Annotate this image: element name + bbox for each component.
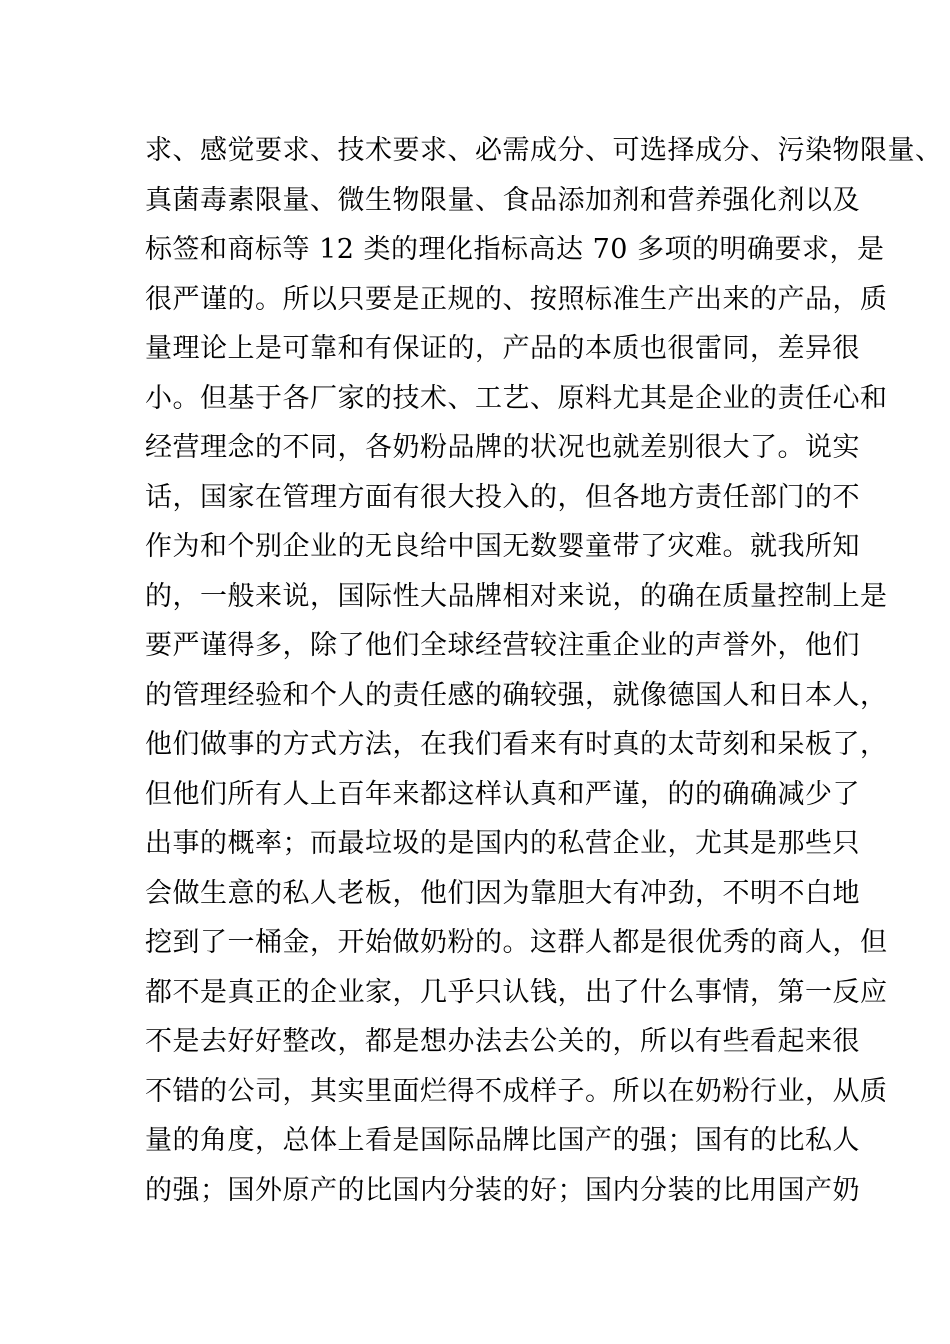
text-line: 话，国家在管理方面有很大投入的，但各地方责任部门的不 [145, 481, 860, 513]
text-line: 的管理经验和个人的责任感的确较强，就像德国人和日本人， [145, 679, 888, 711]
text-line: 不错的公司，其实里面烂得不成样子。所以在奶粉行业，从质 [145, 1075, 888, 1107]
text-line: 求、感觉要求、技术要求、必需成分、可选择成分、污染物限量、 [145, 135, 943, 166]
body-text [145, 126, 943, 1215]
text-line: 会做生意的私人老板，他们因为靠胆大有冲劲，不明不白地 [145, 877, 860, 909]
text-line: 真菌毒素限量、微生物限量、食品添加剂和营养强化剂以及 [145, 184, 860, 216]
text-line: 的强；国外原产的比国内分装的好；国内分装的比用国产奶 [145, 1174, 860, 1206]
text-line: 很严谨的。所以只要是正规的、按照标准生产出来的产品，质 [145, 283, 888, 315]
text-line: 的，一般来说，国际性大品牌相对来说，的确在质量控制上是 [145, 580, 888, 612]
text-line: 他们做事的方式方法，在我们看来有时真的太苛刻和呆板了， [145, 729, 888, 760]
text-line: 小。但基于各厂家的技术、工艺、原料尤其是企业的责任心和 [145, 382, 888, 414]
text-line: 标签和商标等 12 类的理化指标高达 70 多项的明确要求，是 [145, 234, 885, 265]
text-line: 挖到了一桶金，开始做奶粉的。这群人都是很优秀的商人，但 [145, 927, 888, 958]
text-line: 但他们所有人上百年来都这样认真和严谨，的的确确减少了 [145, 778, 860, 810]
text-line: 要严谨得多，除了他们全球经营较注重企业的声誉外，他们 [145, 630, 860, 661]
text-line: 出事的概率；而最垃圾的是国内的私营企业，尤其是那些只 [145, 828, 860, 859]
text-line: 量理论上是可靠和有保证的，产品的本质也很雷同，差异很 [145, 333, 860, 364]
text-line: 不是去好好整改，都是想办法去公关的，所以有些看起来很 [145, 1026, 860, 1057]
text-line: 经营理念的不同，各奶粉品牌的状况也就差别很大了。说实 [145, 432, 860, 463]
text-line: 量的角度，总体上看是国际品牌比国产的强；国有的比私人 [145, 1125, 860, 1156]
text-line: 都不是真正的企业家，几乎只认钱，出了什么事情，第一反应 [145, 976, 888, 1008]
text-line: 作为和个别企业的无良给中国无数婴童带了灾难。就我所知 [145, 531, 860, 562]
